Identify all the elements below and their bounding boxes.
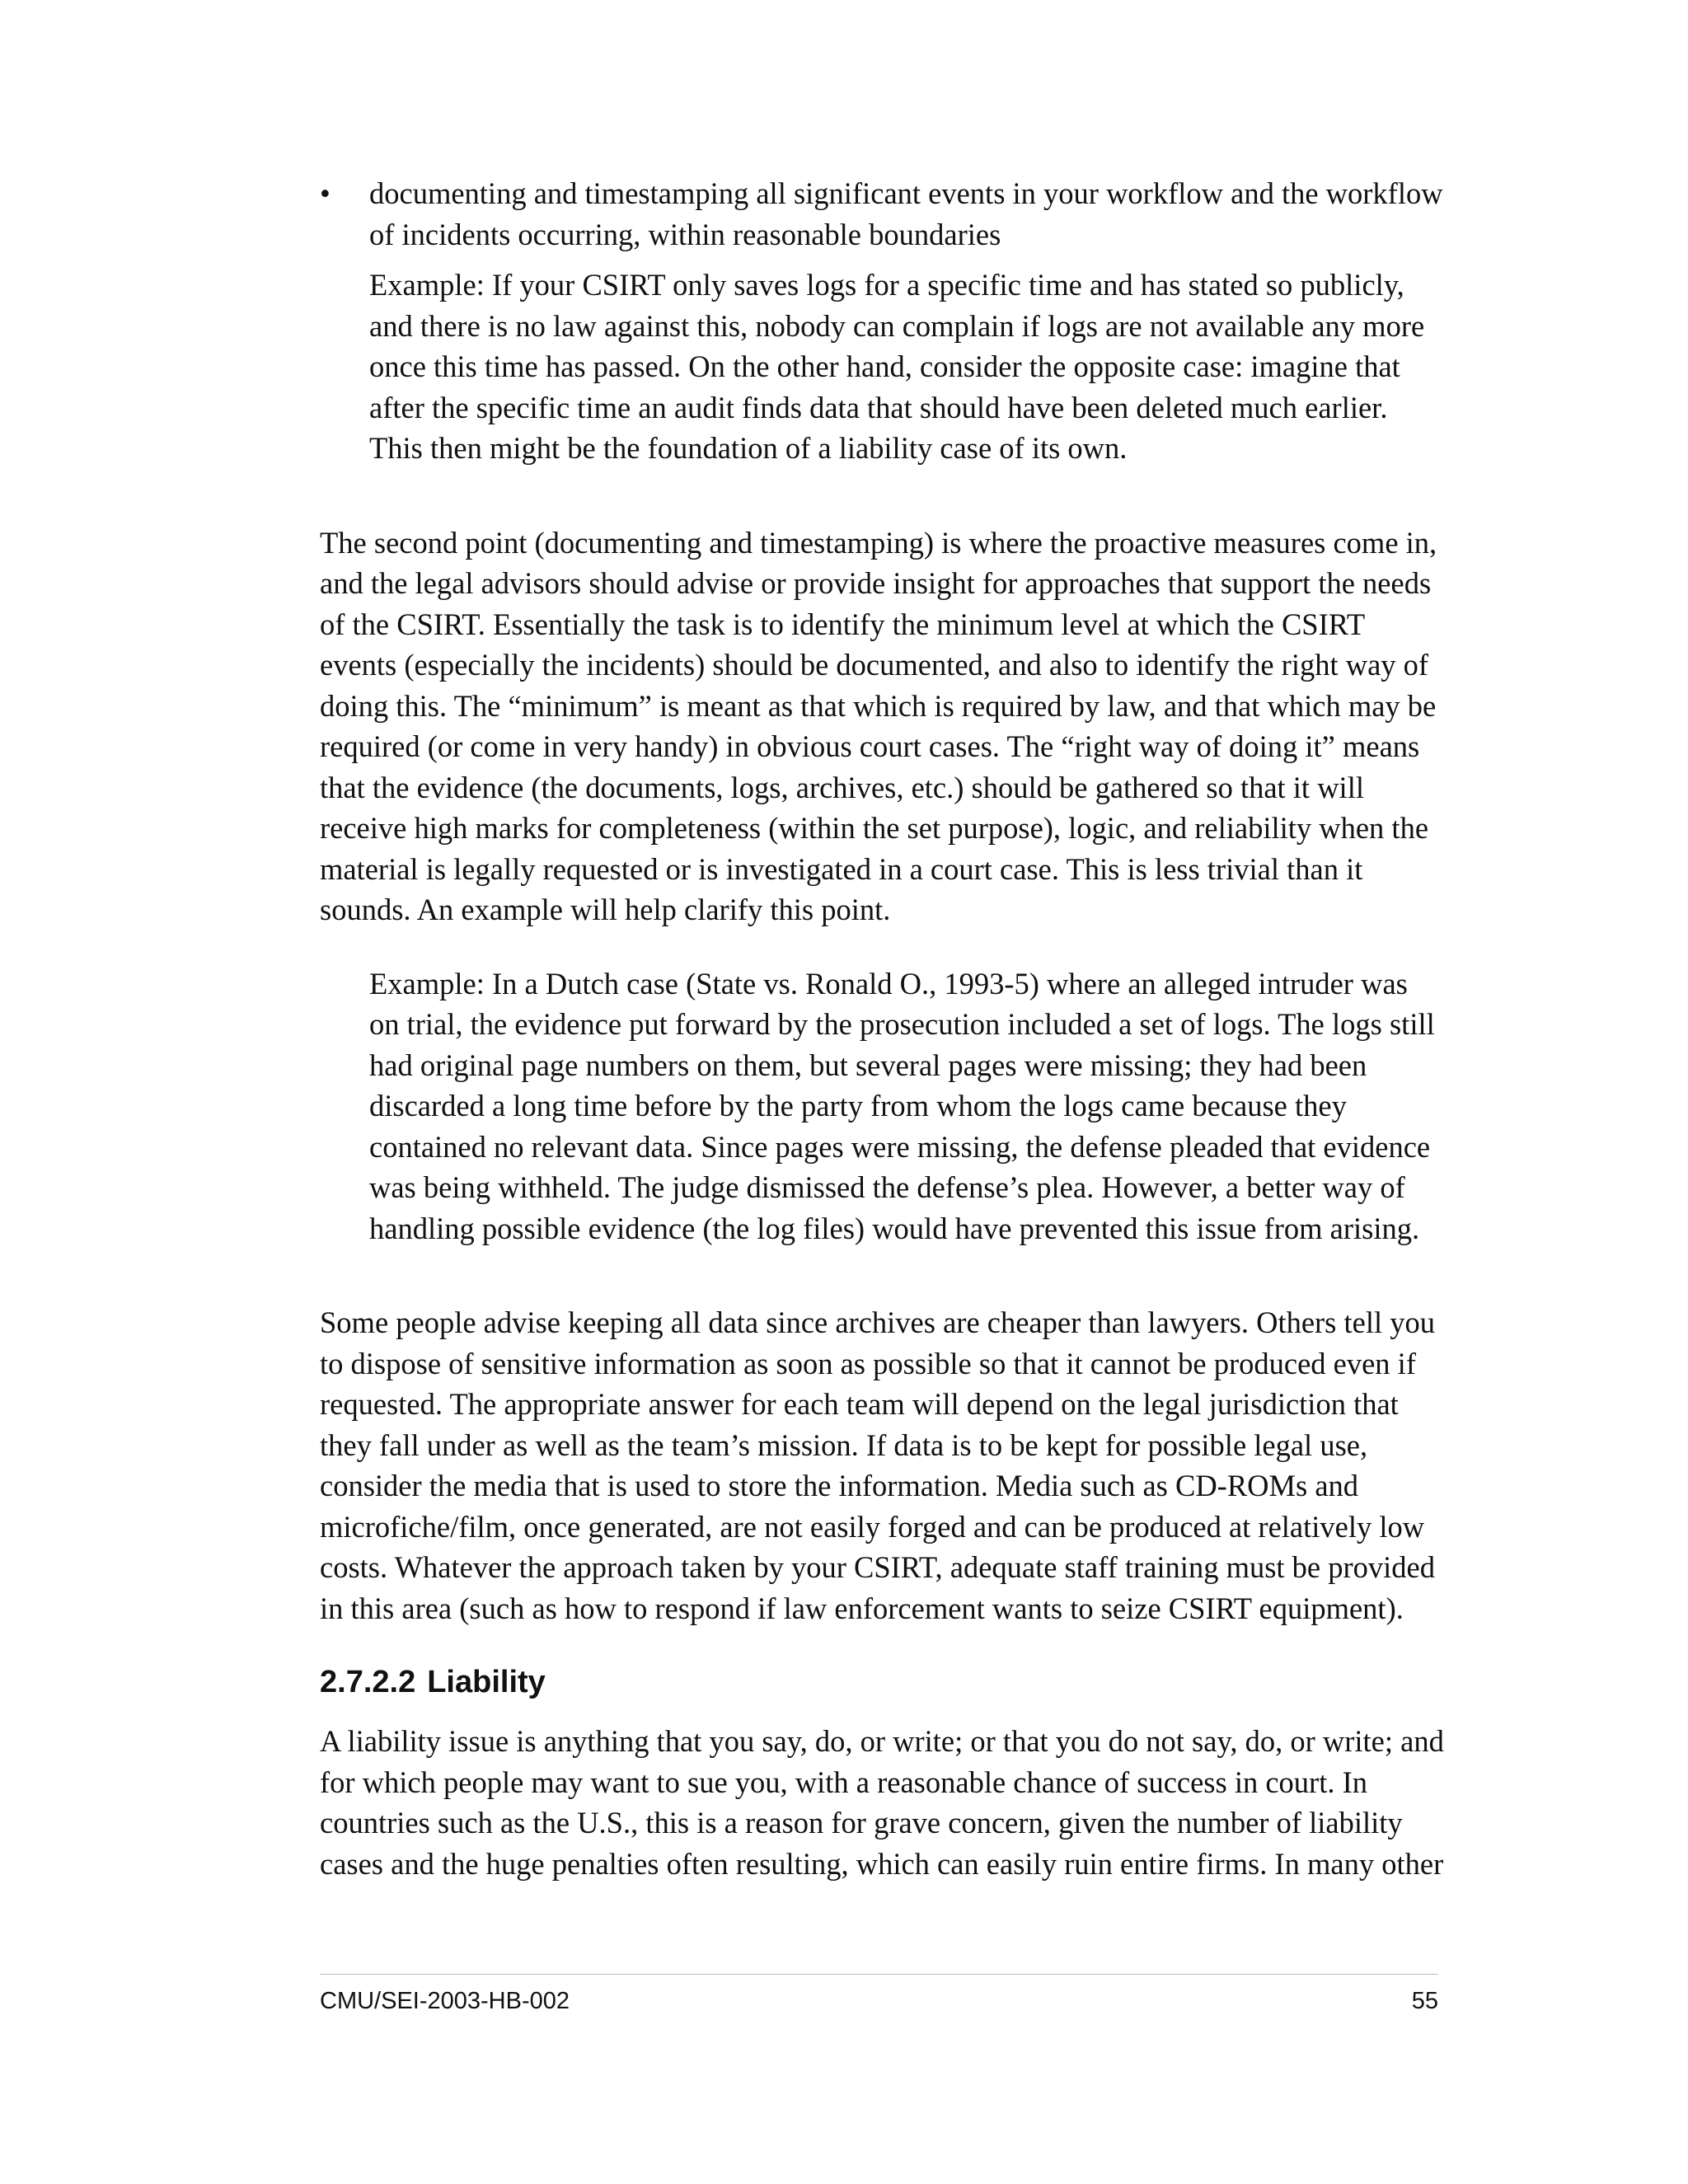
footer-document-id: CMU/SEI-2003-HB-002 (320, 1988, 570, 2014)
paragraph-liability: A liability issue is anything that you say, do, or write; or that you do not say, do, or write; and for which people may want to sue you, with a reasonable chance of success in court. In countries such as the U.S., this is a reason for grave concern, given the number of liability cases and the huge penalties often resulting, which can easily ruin entire firms. In many other (320, 1724, 1444, 1881)
section-title: Liability (427, 1665, 546, 1699)
bullet-marker: • (320, 176, 331, 210)
section-number: 2.7.2.2 (320, 1665, 416, 1699)
paragraph-keep-data: Some people advise keeping all data since archives are cheaper than lawyers. Others tell you to dispose of sensitive information as soon as possible so that it cannot be produced even if requested. The appropriate answer for each team will depend on the legal jurisdiction that they fall under as well as the team’s mission. If data is to be kept for possible legal use, consider the media that is used to store the information. Media such as CD-ROMs and microfiche/film, once generated, are not easily forged and can be produced at relatively low costs. Whatever the approach taken by your CSIRT, adequate staff training must be provided in this area (such as how to respond if law enforcement wants to seize CSIRT equipment). (320, 1305, 1436, 1625)
bullet-list-item (320, 173, 1444, 469)
footer-page-number: 55 (1411, 1988, 1438, 2014)
example-dutch-case-text: Example: In a Dutch case (State vs. Ronald O., 1993-5) where an alleged intruder was on trial, the evidence put forward by the prosecution included a set of logs. The logs still had original page numbers on them, but several pages were missing; they had been discarded a long time before by the party from whom the logs came because they contained no relevant data. Since pages were missing, the defense pleaded that evidence was being withheld. The judge dismissed the defense’s plea. However, a better way of handling possible evidence (the log files) would have prevented this issue from arising. (369, 966, 1435, 1245)
bullet-example-text: Example: If your CSIRT only saves logs for a specific time and has stated so publicly, and there is no law against this, nobody can complain if logs are not available any more once this time has passed. On the other hand, consider the opposite case: imagine that after the specific time an audit finds data that should have been deleted much earlier. This then might be the foundation of a liability case of its own. (369, 268, 1425, 465)
example-block (320, 963, 1444, 1249)
paragraph-second-point: The second point (documenting and timestamping) is where the proactive measures come in, and the legal advisors should advise or provide insight for approaches that support the needs of the CSIRT. Essentially the task is to identify the minimum level at which the CSIRT events (especially the incidents) should be documented, and also to identify the right way of doing this. The “minimum” is meant as that which is required by law, and that which may be required (or come in very handy) in obvious court cases. The “right way of doing it” means that the evidence (the documents, logs, archives, etc.) should be gathered so that it will receive high marks for completeness (within the set purpose), logic, and reliability when the material is legally requested or is investigated in a court case. This is less trivial than it sounds. An example will help clarify this point. (320, 525, 1437, 926)
bullet-text: documenting and timestamping all significant events in your workflow and the workflow of incidents occurring, within reasonable boundaries (369, 176, 1443, 251)
section-heading (320, 1661, 1444, 1703)
page-content (320, 173, 1444, 1884)
footer-divider (320, 1974, 1438, 1975)
